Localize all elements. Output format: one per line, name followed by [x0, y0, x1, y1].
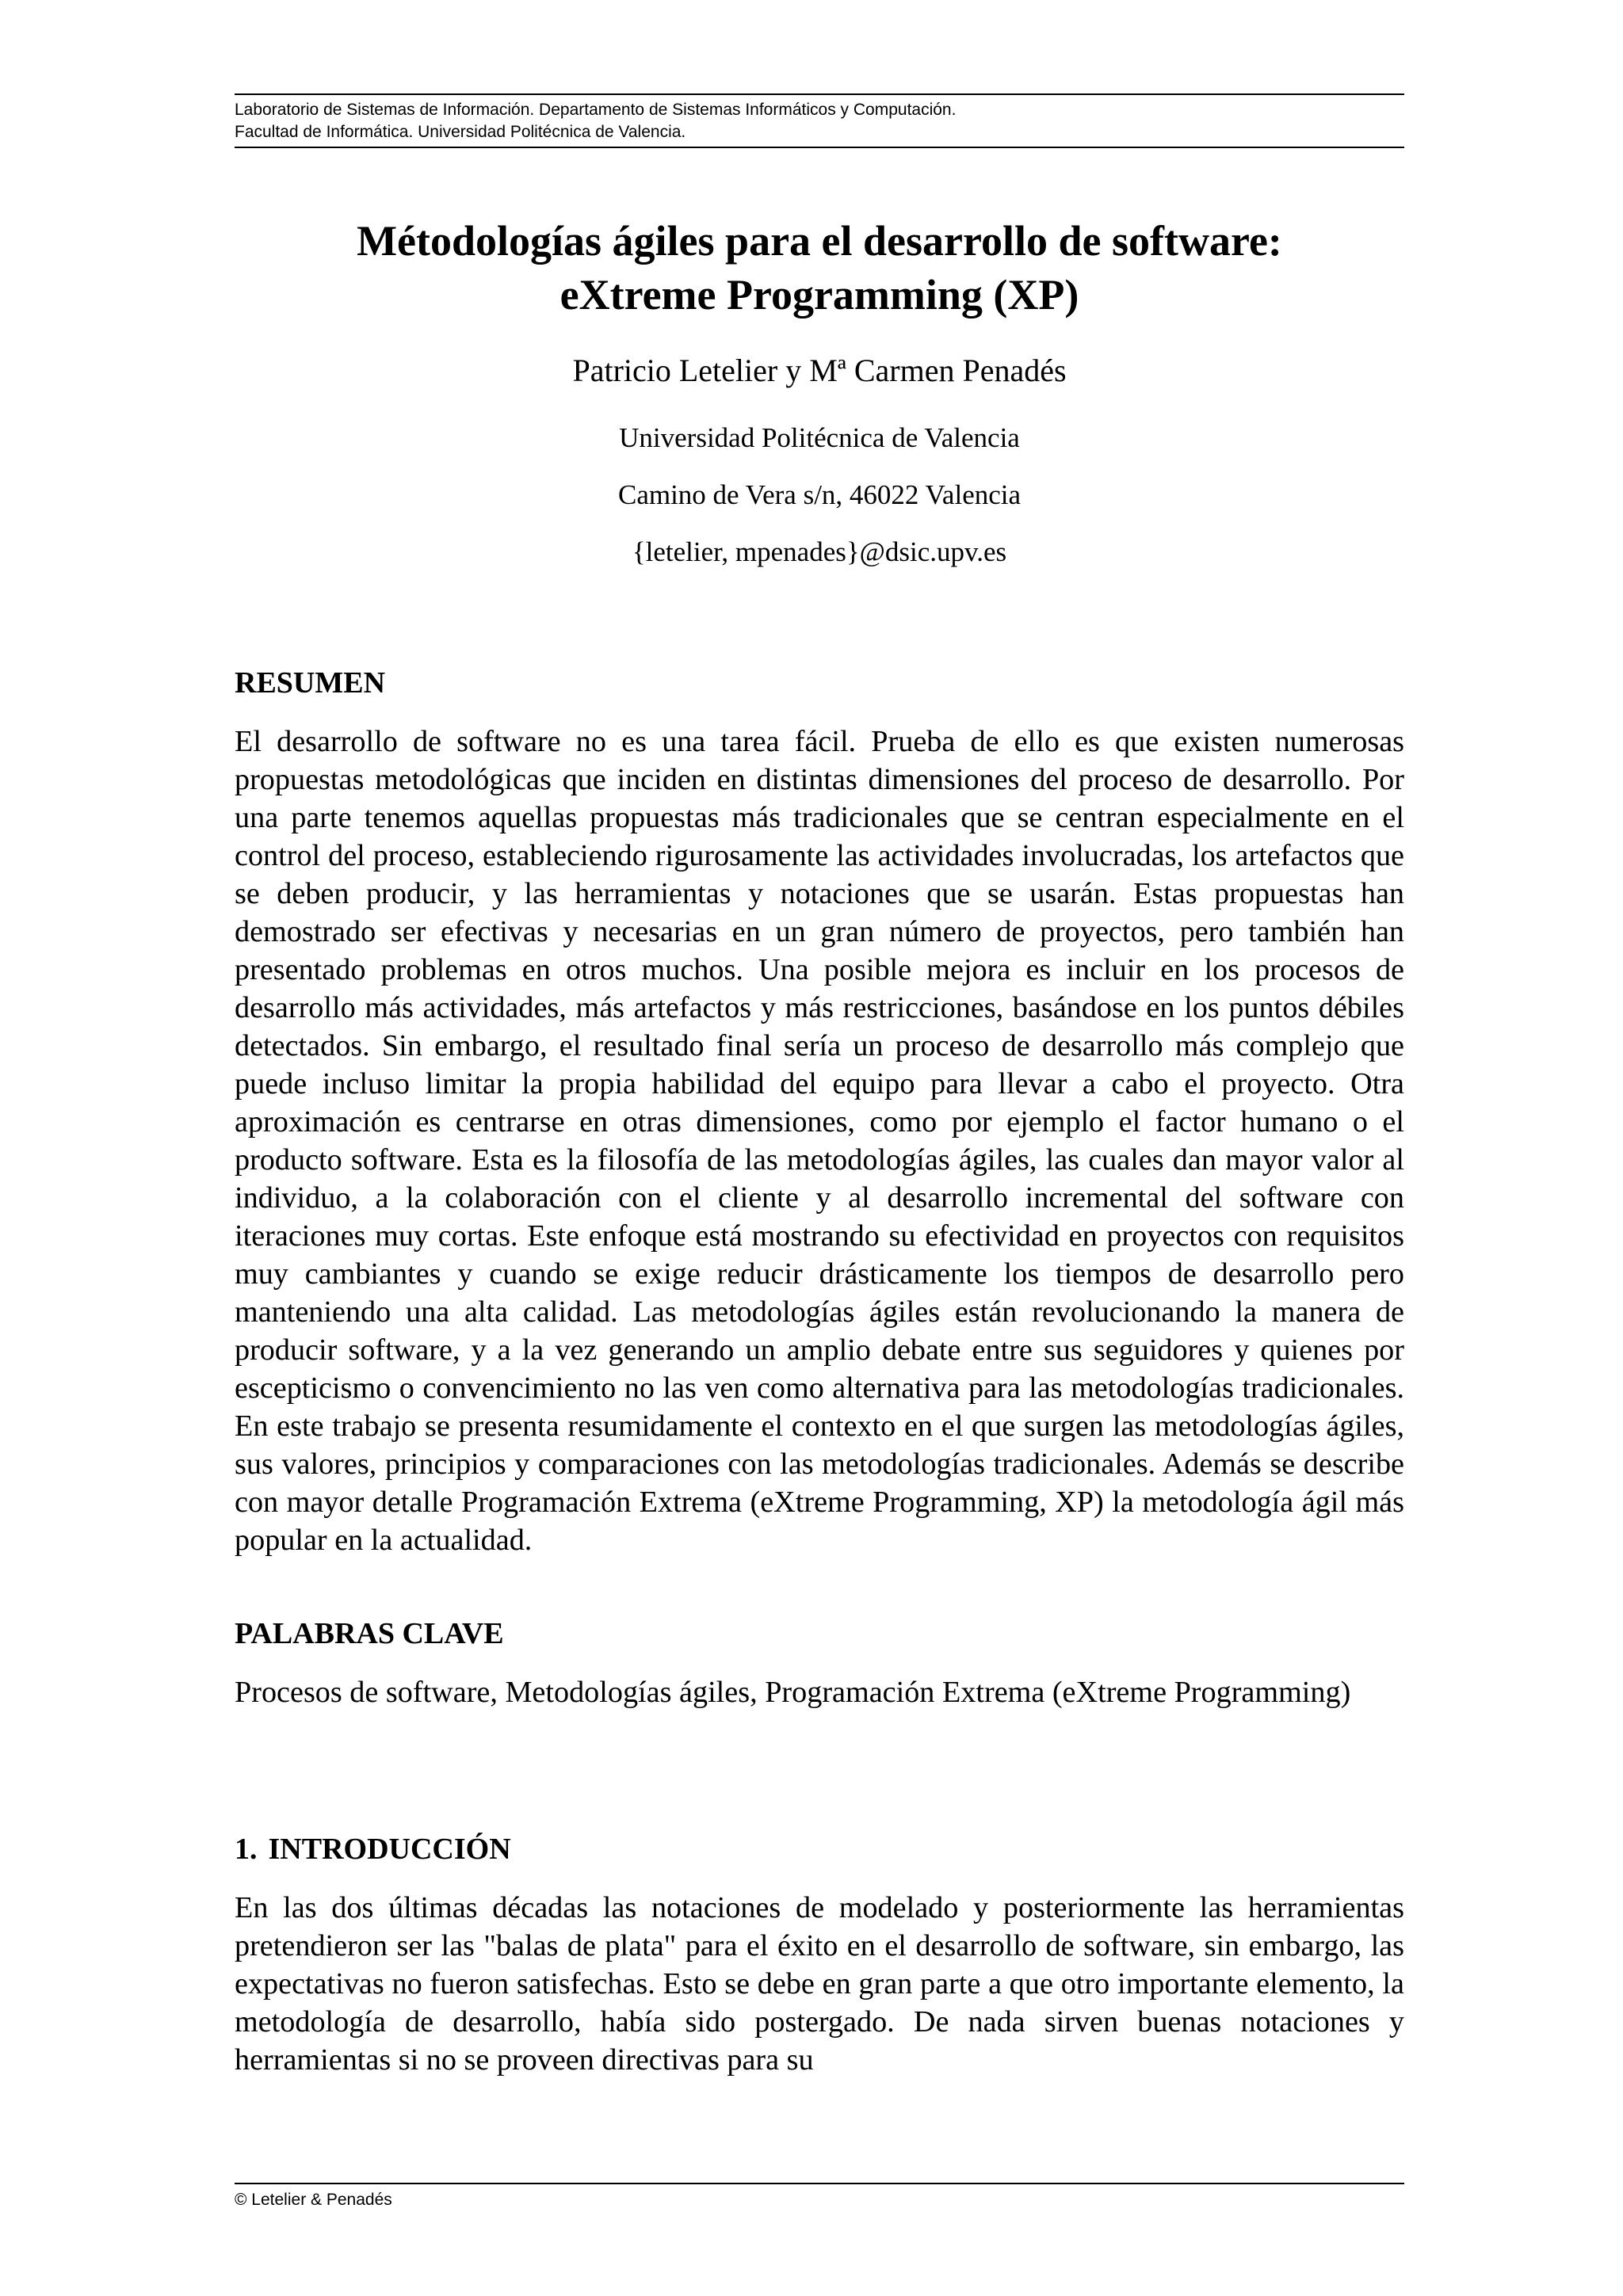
section-1-number: 1. [235, 1833, 258, 1866]
paper-authors: Patricio Letelier y Mª Carmen Penadés [572, 353, 1067, 388]
paper-title [235, 214, 1404, 322]
page-footer [235, 2183, 1404, 2211]
header-line-1: Laboratorio de Sistemas de Información. Departamento de Sistemas Informáticos y Computación. [235, 101, 957, 119]
running-header [235, 93, 1404, 148]
footer-copyright: © Letelier & Penadés [235, 2191, 392, 2209]
paper-title-line-1: Métodologías ágiles para el desarrollo de software: [357, 217, 1282, 265]
title-block [235, 214, 1404, 569]
paper-address: Camino de Vera s/n, 46022 Valencia [617, 479, 1022, 510]
paper-email: {letelier, mpenades}@dsic.upv.es [632, 536, 1007, 567]
section-1-title: INTRODUCCIÓN [268, 1833, 511, 1866]
paper-affiliation: Universidad Politécnica de Valencia [619, 422, 1020, 453]
section-1-body: En las dos últimas décadas las notaciones de modelado y posteriormente las herramientas pretendieron ser las "balas de plata" para el éxito en el desarrollo de software, sin embargo, las expectativas no fueron satisfechas. Esto se debe en gran parte a que otro importante elemento, la metodología de desarrollo, había sido postergado. De nada sirven buenas notaciones y herramientas si no se proveen directivas para su [235, 1891, 1404, 2077]
keywords-body: Procesos de software, Metodologías ágiles, Programación Extrema (eXtreme Programming) [235, 1676, 1351, 1709]
paper-title-line-2: eXtreme Programming (XP) [559, 271, 1079, 318]
section-1-heading [235, 1830, 1404, 1868]
abstract-body: El desarrollo de software no es una tarea fácil. Prueba de ello es que existen numerosas propuestas metodológicas que inciden en distintas dimensiones del proceso de desarrollo. Por una parte tenemos aquellas propuestas más tradicionales que se centran especialmente en el control del proceso, estableciendo rigurosamente las actividades involucradas, los artefactos que se deben producir, y las herramientas y notaciones que se usarán. Estas propuestas han demostrado ser efectivas y necesarias en un gran número de proyectos, pero también han presentado problemas en otros muchos. Una posible mejora es incluir en los procesos de desarrollo más actividades, más artefactos y más restricciones, basándose en los puntos débiles detectados. Sin embargo, el resultado final sería un proceso de desarrollo más complejo que puede incluso limitar la propia habilidad del equipo para llevar a cabo el proyecto. Otra aproximación es centrarse en otras dimensiones, como por ejemplo el factor humano o el producto software. Esta es la filosofía de las metodologías ágiles, las cuales dan mayor valor al individuo, a la colaboración con el cliente y al desarrollo incremental del software con iteraciones muy cortas. Este enfoque está mostrando su efectividad en proyectos con requisitos muy cambiantes y cuando se exige reducir drásticamente los tiempos de desarrollo pero manteniendo una alta calidad. Las metodologías ágiles están revolucionando la manera de producir software, y a la vez generando un amplio debate entre sus seguidores y quienes por escepticismo o convencimiento no las ven como alternativa para las metodologías tradicionales. En este trabajo se presenta resumidamente el contexto en el que surgen las metodologías ágiles, sus valores, principios y comparaciones con las metodologías tradicionales. Además se describe con mayor detalle Programación Extrema (eXtreme Programming, XP) la metodología ágil más popular en la actualidad. [235, 725, 1404, 1557]
header-line-2: Facultad de Informática. Universidad Politécnica de Valencia. [235, 123, 686, 141]
keywords-heading: PALABRAS CLAVE [235, 1617, 504, 1650]
abstract-heading: RESUMEN [235, 666, 386, 700]
